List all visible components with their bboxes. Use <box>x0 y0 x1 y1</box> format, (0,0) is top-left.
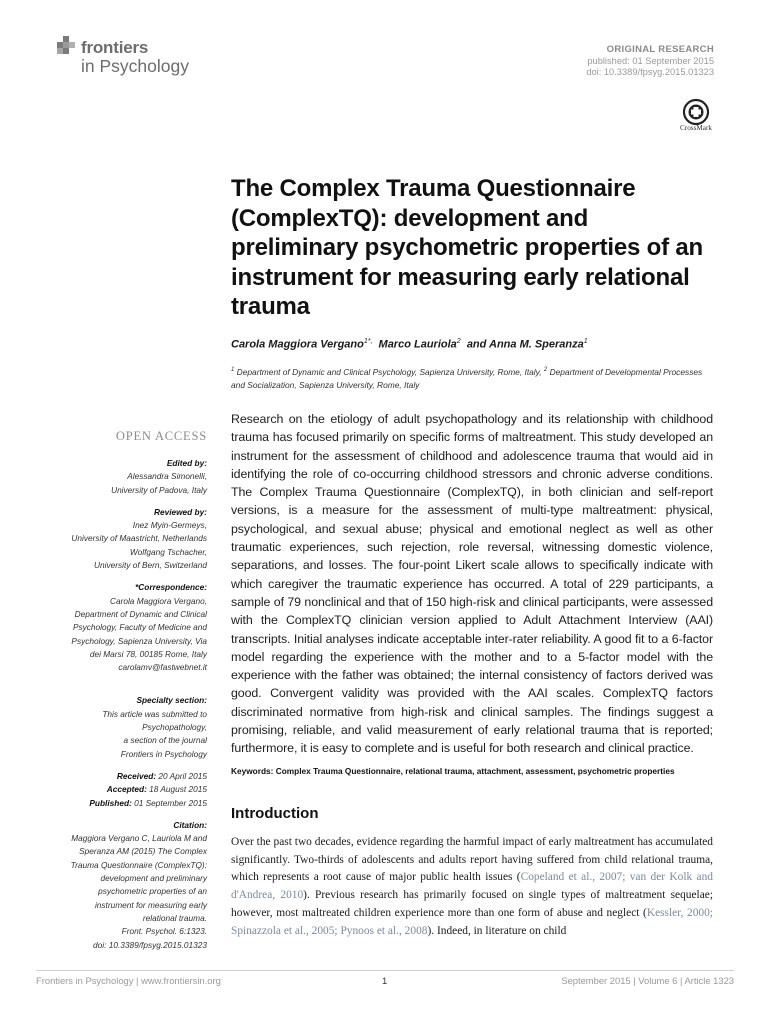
published-line <box>60 797 207 810</box>
affiliation-sup: 2 <box>543 367 548 373</box>
author-sup: 1 <box>583 338 588 345</box>
citation-link[interactable]: Kessler, 2000; Spinazzola et al., 2005; Pynoos et al., 2008 <box>231 906 713 937</box>
affiliations <box>231 364 711 392</box>
crossmark-icon[interactable] <box>676 98 716 138</box>
correspondence-line: Carola Maggiora Vergano, <box>109 595 207 606</box>
published-date: published: 01 September 2015 <box>587 56 714 66</box>
author-list <box>231 338 711 351</box>
correspondence-line: Department of Dynamic and Clinical <box>74 608 207 619</box>
article-title: The Complex Trauma Questionnaire (ComplexTQ): development and preliminary psychometric properties of an instrument for measuring early relational trauma <box>231 175 703 320</box>
citation-doi[interactable]: doi: 10.3389/fpsyg.2015.01323 <box>93 939 207 950</box>
published-date-side: 01 September 2015 <box>134 797 207 808</box>
received-line <box>60 770 207 783</box>
article-type: ORIGINAL RESEARCH <box>606 44 714 55</box>
citation-line: Trauma Questionnaire (ComplexTQ): <box>70 859 207 870</box>
header-doi[interactable]: doi: 10.3389/fpsyg.2015.01323 <box>586 67 714 77</box>
citation-line: instrument for measuring early <box>94 899 207 910</box>
accepted-date: 18 August 2015 <box>149 784 207 795</box>
intro-text-part: ). Previous research has primarily focused on single types of maltreatment sequelae; however, most maltreated children experience more than one form of abuse and neglect ( <box>231 889 713 919</box>
reviewer-line: University of Maastricht, Netherlands <box>71 533 207 544</box>
published-label: Published: <box>89 797 132 808</box>
accepted-label: Accepted: <box>106 784 147 795</box>
correspondence-email[interactable]: carolamv@fastwebnet.it <box>118 662 207 673</box>
specialty-heading: Specialty section: <box>136 695 207 706</box>
footer-journal[interactable]: Frontiers in Psychology | www.frontiersin.org <box>36 975 221 986</box>
specialty-line: a section of the journal <box>123 735 207 746</box>
received-label: Received: <box>116 770 157 781</box>
editor-line: University of Padova, Italy <box>111 484 207 495</box>
crossmark-label: CrossMark <box>680 124 712 132</box>
edited-by-heading: Edited by: <box>166 458 207 468</box>
author-name[interactable]: Marco Lauriola <box>378 338 457 351</box>
keywords: Keywords: Complex Trauma Questionnaire, relational trauma, attachment, assessment, psychometric properties <box>231 766 675 776</box>
affiliation-1: Department of Dynamic and Clinical Psychology, Sapienza University, Rome, Italy, <box>236 366 542 377</box>
citation-line: development and preliminary <box>100 873 207 884</box>
intro-text-part: ). Indeed, in literature on child <box>427 924 567 937</box>
reviewer-line: Wolfgang Tschacher, <box>129 546 207 557</box>
abstract: Research on the etiology of adult psychopathology and its relationship with childhood trauma has focused primarily on specific forms of maltreatment. This study developed an instrument for the assessment of childhood and adolescence trauma that would aid in identifying the role of co-occurring childhood stressors and chronic adverse conditions. The Complex Trauma Questionnaire (ComplexTQ), in both clinician and self-report versions, is a measure for the assessment of multi-type maltreatment: physical, psychological, and sexual abuse; physical and emotional neglect as well as other traumatic experiences, such rejection, role reversal, witnessing domestic violence, separations, and losses. The four-point Likert scale allows to specifically indicate with which caregiver the traumatic experience has occurred. A total of 229 participants, a sample of 79 nonclinical and that of 150 high-risk and clinical participants, were assessed with the ComplexTQ clinician version applied to Adult Attachment Interview (AAI) transcripts. Initial analyses indicate acceptable inter-rater reliability. A good fit to a 6-factor model regarding the experience with the mother and to a 5-factor model with the experience with the father was obtained; the internal consistency of factors derived was good. Convergent validity was provided with the AAI scales. ComplexTQ factors discriminated normative from high-risk and clinical samples. The findings suggest a promising, reliable, and valid measurement of early relational trauma that is reported; furthermore, it is easy to complete and is useful for both research and clinical practice. <box>231 412 713 756</box>
citation-link[interactable]: Copeland et al., 2007; van der Kolk and d'Andrea, 2010 <box>231 871 714 902</box>
reviewer-line: Inez Myin-Germeys, <box>132 520 207 531</box>
correspondence-line: Psychology, Faculty of Medicine and <box>72 622 207 633</box>
affiliation-sup: 1 <box>231 367 235 373</box>
page-number: 1 <box>382 975 388 986</box>
frontiers-logo-icon <box>57 36 79 58</box>
open-access-label: OPEN ACCESS <box>115 429 207 443</box>
accepted-line <box>60 783 207 796</box>
correspondence-line: dei Marsi 78, 00185 Rome, Italy <box>89 648 207 659</box>
reviewed-by-heading: Reviewed by: <box>153 506 207 517</box>
citation-line: Speranza AM (2015) The Complex <box>79 846 207 857</box>
logo-line1: frontiers <box>81 38 149 57</box>
citation-line: relational trauma. <box>142 912 207 923</box>
footer-issue: September 2015 | Volume 6 | Article 1323 <box>561 975 734 986</box>
editor-line: Alessandra Simonelli, <box>127 471 207 482</box>
journal-logo[interactable] <box>57 35 217 83</box>
citation-line: psychometric properties of an <box>98 886 207 897</box>
section-heading-introduction: Introduction <box>231 805 319 822</box>
citation-heading: Citation: <box>173 819 207 830</box>
specialty-line: This article was submitted to <box>102 708 207 719</box>
citation-line: Front. Psychol. 6:1323. <box>121 926 207 937</box>
author-name[interactable]: and Anna M. Speranza <box>466 338 584 351</box>
correspondence-heading: *Correspondence: <box>135 582 207 593</box>
citation-line: Maggiora Vergano C, Lauriola M and <box>71 833 207 844</box>
affiliation-2: Department of Developmental Processes and Socialization, Sapienza University, Rome, Italy <box>231 366 703 390</box>
footer-divider <box>36 970 734 971</box>
author-sup: 1*, <box>363 338 373 345</box>
author-sup: 2 <box>456 338 461 345</box>
article-sidebar <box>60 428 207 952</box>
specialty-line: Frontiers in Psychology <box>120 748 207 759</box>
received-date: 20 April 2015 <box>158 770 207 781</box>
logo-line2: in Psychology <box>81 56 189 76</box>
specialty-line: Psychopathology, <box>142 722 207 733</box>
correspondence-line: Psychology, Sapienza University, Via <box>71 635 207 646</box>
reviewer-line: University of Bern, Switzerland <box>94 560 207 571</box>
intro-text-part: Over the past two decades, evidence regarding the harmful impact of early maltreatment has accumulated significantly. Two-thirds of adolescents and adults report having suffered from child relational trauma, which represents a root cause of major public health issues ( <box>231 836 713 884</box>
intro-paragraph <box>231 834 713 940</box>
author-name[interactable]: Carola Maggiora Vergano <box>231 338 364 351</box>
